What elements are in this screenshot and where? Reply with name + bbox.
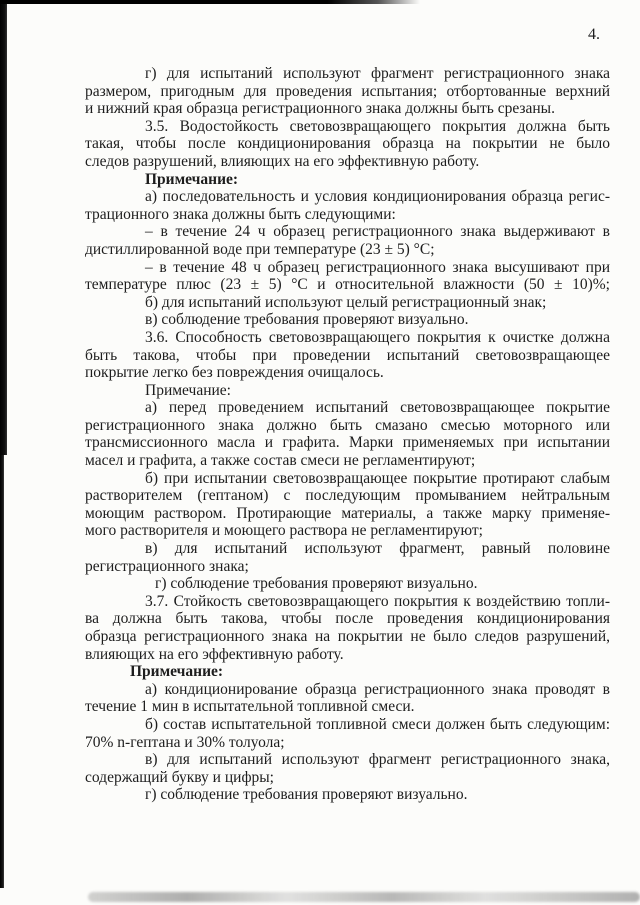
text-line: растворителем (гептаном) с последующим промыванием нейтральным	[85, 487, 610, 505]
text-line: и нижний края образца регистрационного знака должны быть срезаны.	[85, 100, 555, 118]
text-line: трационного знака должны быть следующими:	[85, 205, 396, 223]
text-line: регистрационного знака должно быть смазано смесью моторного или	[85, 416, 610, 434]
text-line: масел и графита, а также состав смеси не регламентируют;	[85, 452, 476, 470]
text-line: регистрационного знака;	[85, 557, 249, 575]
text-line: г) соблюдение требования проверяют визуально.	[145, 786, 468, 804]
text-line: б) при испытании световозвращающее покрытие протирают слабым	[145, 469, 610, 487]
text-line: размером, пригодным для проведения испытания; отбортованные верхний	[85, 82, 610, 100]
scan-edge-left-lower	[0, 455, 4, 888]
text-line: течение 1 мин в испытательной топливной смеси.	[85, 698, 415, 716]
text-line: следов разрушений, влияющих на его эффективную работу.	[85, 152, 480, 170]
text-line: б) состав испытательной топливной смеси должен быть следующим:	[145, 715, 610, 733]
note-heading-line: Примечание:	[130, 663, 224, 681]
text-line: ва должна быть такова, чтобы после проведения кондиционирования	[85, 610, 610, 628]
text-line: покрытие легко без повреждения очищалось.	[85, 364, 384, 382]
text-line: температуре плюс (23 ± 5) °С и относительной влажности (50 ± 10)%;	[85, 276, 610, 294]
text-line: а) перед проведением испытаний световозвращающее покрытие	[145, 399, 610, 417]
text-line: а) кондиционирование образца регистрационного знака проводят в	[145, 680, 610, 698]
text-line: быть такова, чтобы при проведении испытаний световозвращающее	[85, 346, 610, 364]
text-line: моющим раствором. Протирающие материалы, а также марку применяе-	[85, 504, 610, 522]
scan-smudge-bottom	[88, 892, 640, 902]
text-line: 70% n-гептана и 30% толуола;	[85, 733, 285, 751]
document-body-text	[85, 65, 610, 804]
text-line: трансмиссионного масла и графита. Марки применяемых при испытании	[85, 434, 610, 452]
text-line: в) для испытаний используют фрагмент регистрационного знака,	[145, 751, 610, 769]
text-line: 3.7. Стойкость световозвращающего покрытия к воздействию топли-	[145, 592, 610, 610]
text-line: Примечание:	[145, 381, 231, 399]
text-line: г) для испытаний используют фрагмент регистрационного знака	[145, 65, 610, 82]
text-line: в) для испытаний используют фрагмент, равный половине	[145, 540, 610, 558]
text-line: 3.6. Способность световозвращающего покрытия к очистке должна	[145, 328, 610, 346]
text-line: – в течение 24 ч образец регистрационного знака выдерживают в	[145, 223, 610, 241]
text-line: а) последовательность и условия кондиционирования образца регис-	[145, 188, 610, 206]
text-line: такая, чтобы после кондиционирования образца на покрытии не было	[85, 135, 610, 153]
text-line: дистиллированной воде при температуре (23 ± 5) °С;	[85, 240, 435, 258]
text-line: – в течение 48 ч образец регистрационного знака высушивают при	[145, 258, 610, 276]
text-line: образца регистрационного знака на покрытии не было следов разрушений,	[85, 628, 610, 645]
scan-edge-top	[0, 0, 420, 4]
scan-edge-left	[0, 0, 7, 455]
page-number: 4.	[588, 26, 600, 43]
text-line: б) для испытаний используют целый регистрационный знак;	[145, 293, 547, 311]
text-line: влияющих на его эффективную работу.	[85, 645, 344, 663]
text-line: мого растворителя и моющего раствора не регламентируют;	[85, 522, 483, 540]
text-line: в) соблюдение требования проверяют визуально.	[145, 311, 469, 329]
text-line: 3.5. Водостойкость световозвращающего покрытия должна быть	[145, 117, 610, 135]
text-line: г) соблюдение требования проверяют визуально.	[155, 575, 478, 593]
note-heading-line: Примечание:	[145, 170, 239, 188]
text-line: содержащий букву и цифры;	[85, 768, 274, 786]
